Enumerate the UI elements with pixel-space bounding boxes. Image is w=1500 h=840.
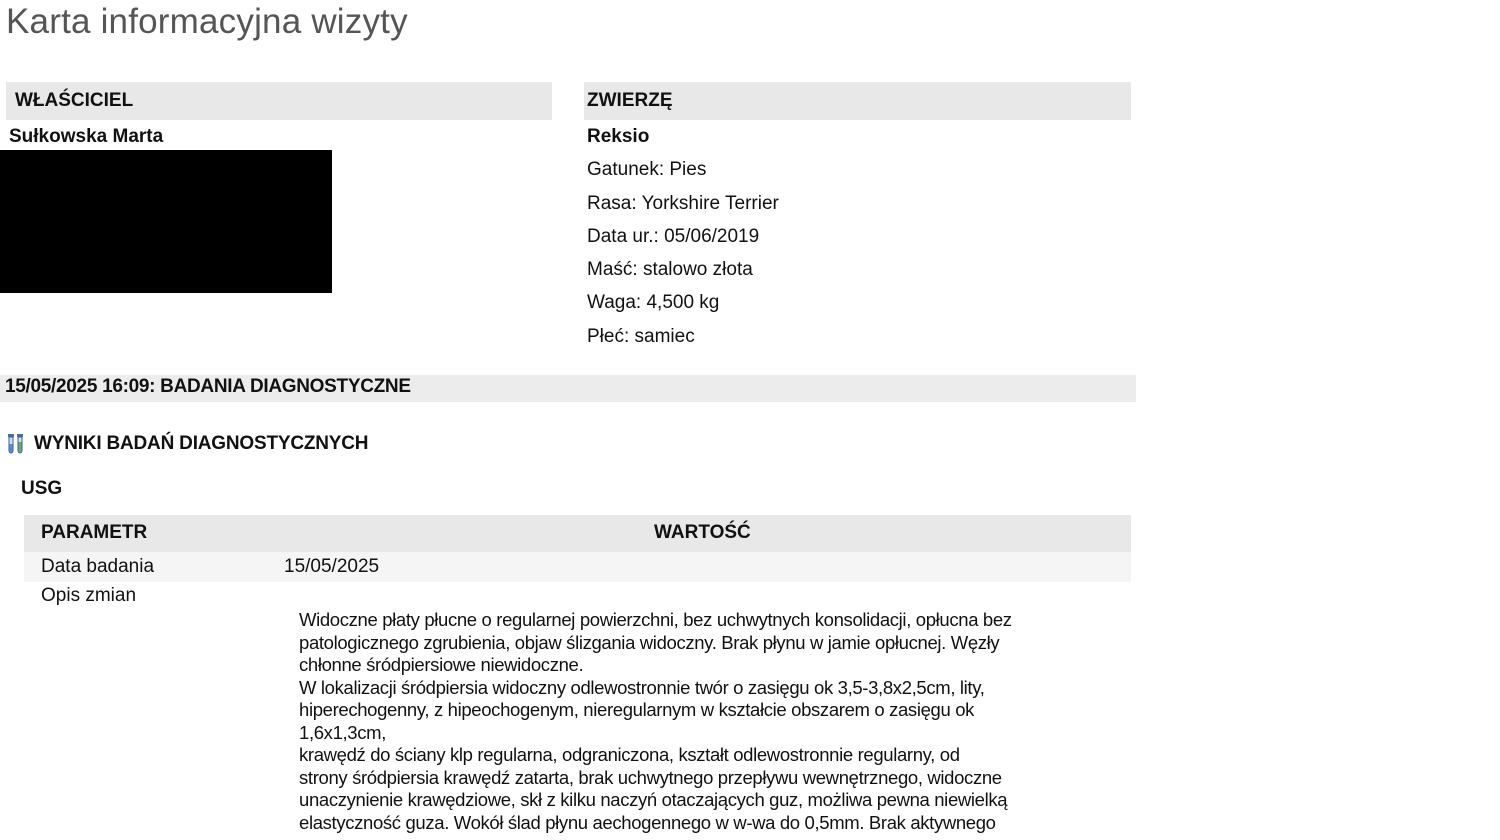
animal-info xyxy=(587,126,779,348)
description-line: hiperechogenny, z hipeochogenym, nieregularnym w kształcie obszarem o zasięgu ok xyxy=(299,699,975,720)
animal-name: Reksio xyxy=(587,126,650,147)
description-line: elastyczność guza. Wokół ślad płynu aechogennego w w-wa do 0,5mm. Brak aktywnego xyxy=(299,811,996,833)
results-heading xyxy=(7,433,368,455)
exam-date-value: 15/05/2025 xyxy=(284,556,380,577)
exam-date-label: Data badania xyxy=(41,556,155,577)
description-line: unaczynienie krawędziowe, skł z kilku naczyń otaczających guz, możliwa pewna niewielką xyxy=(299,789,1008,810)
owner-name: Sułkowska Marta xyxy=(9,126,164,147)
description-line: strony śródpiersia krawędź zatarta, brak uchwytnego przepływu wewnętrznego, widoczne xyxy=(299,766,1002,788)
column-header-parameter: PARAMETR xyxy=(41,522,148,543)
animal-birth-date: Data ur.: 05/06/2019 xyxy=(587,225,760,247)
description-line: chłonne śródpiersiowe niewidoczne. xyxy=(299,654,584,675)
table-row xyxy=(24,552,1131,582)
description-text xyxy=(299,609,1139,834)
animal-section-header: ZWIERZĘ xyxy=(584,82,1131,120)
redacted-owner-details xyxy=(0,150,332,293)
description-label: Opis zmian xyxy=(41,585,137,606)
owner-section-header: WŁAŚCICIEL xyxy=(6,82,552,120)
description-line: W lokalizacji śródpiersia widoczny odlewostronnie twór o zasięgu ok 3,5-3,8x2,5cm, lity, xyxy=(299,676,985,698)
animal-breed: Rasa: Yorkshire Terrier xyxy=(587,192,779,214)
table-header-row xyxy=(24,515,1131,552)
description-line: Widoczne płaty płucne o regularnej powierzchni, bez uchwytnych konsolidacji, opłucna bez xyxy=(299,609,1012,630)
description-line: 1,6x1,3cm, xyxy=(299,721,386,743)
animal-weight: Waga: 4,500 kg xyxy=(587,292,720,314)
animal-species: Gatunek: Pies xyxy=(587,159,707,181)
page-title: Karta informacyjna wizyty xyxy=(6,2,408,41)
animal-sex: Płeć: samiec xyxy=(587,325,695,347)
visit-heading: 15/05/2025 16:09: BADANIA DIAGNOSTYCZNE xyxy=(0,375,1136,402)
results-table xyxy=(24,515,1131,840)
column-header-value: WARTOŚĆ xyxy=(654,522,751,543)
animal-coat-color: Maść: stalowo złota xyxy=(587,259,753,281)
results-heading-label: WYNIKI BADAŃ DIAGNOSTYCZNYCH xyxy=(34,433,369,454)
description-line: krawędź do ściany klp regularna, odgraniczona, kształt odlewostronnie regularny, od xyxy=(299,744,960,765)
exam-name: USG xyxy=(21,478,63,499)
description-line: patologicznego zgrubienia, objaw ślizgania widoczny. Brak płynu w jamie opłucnej. Węzły xyxy=(299,631,1000,653)
test-tubes-icon xyxy=(7,433,31,455)
table-row xyxy=(24,582,1131,840)
